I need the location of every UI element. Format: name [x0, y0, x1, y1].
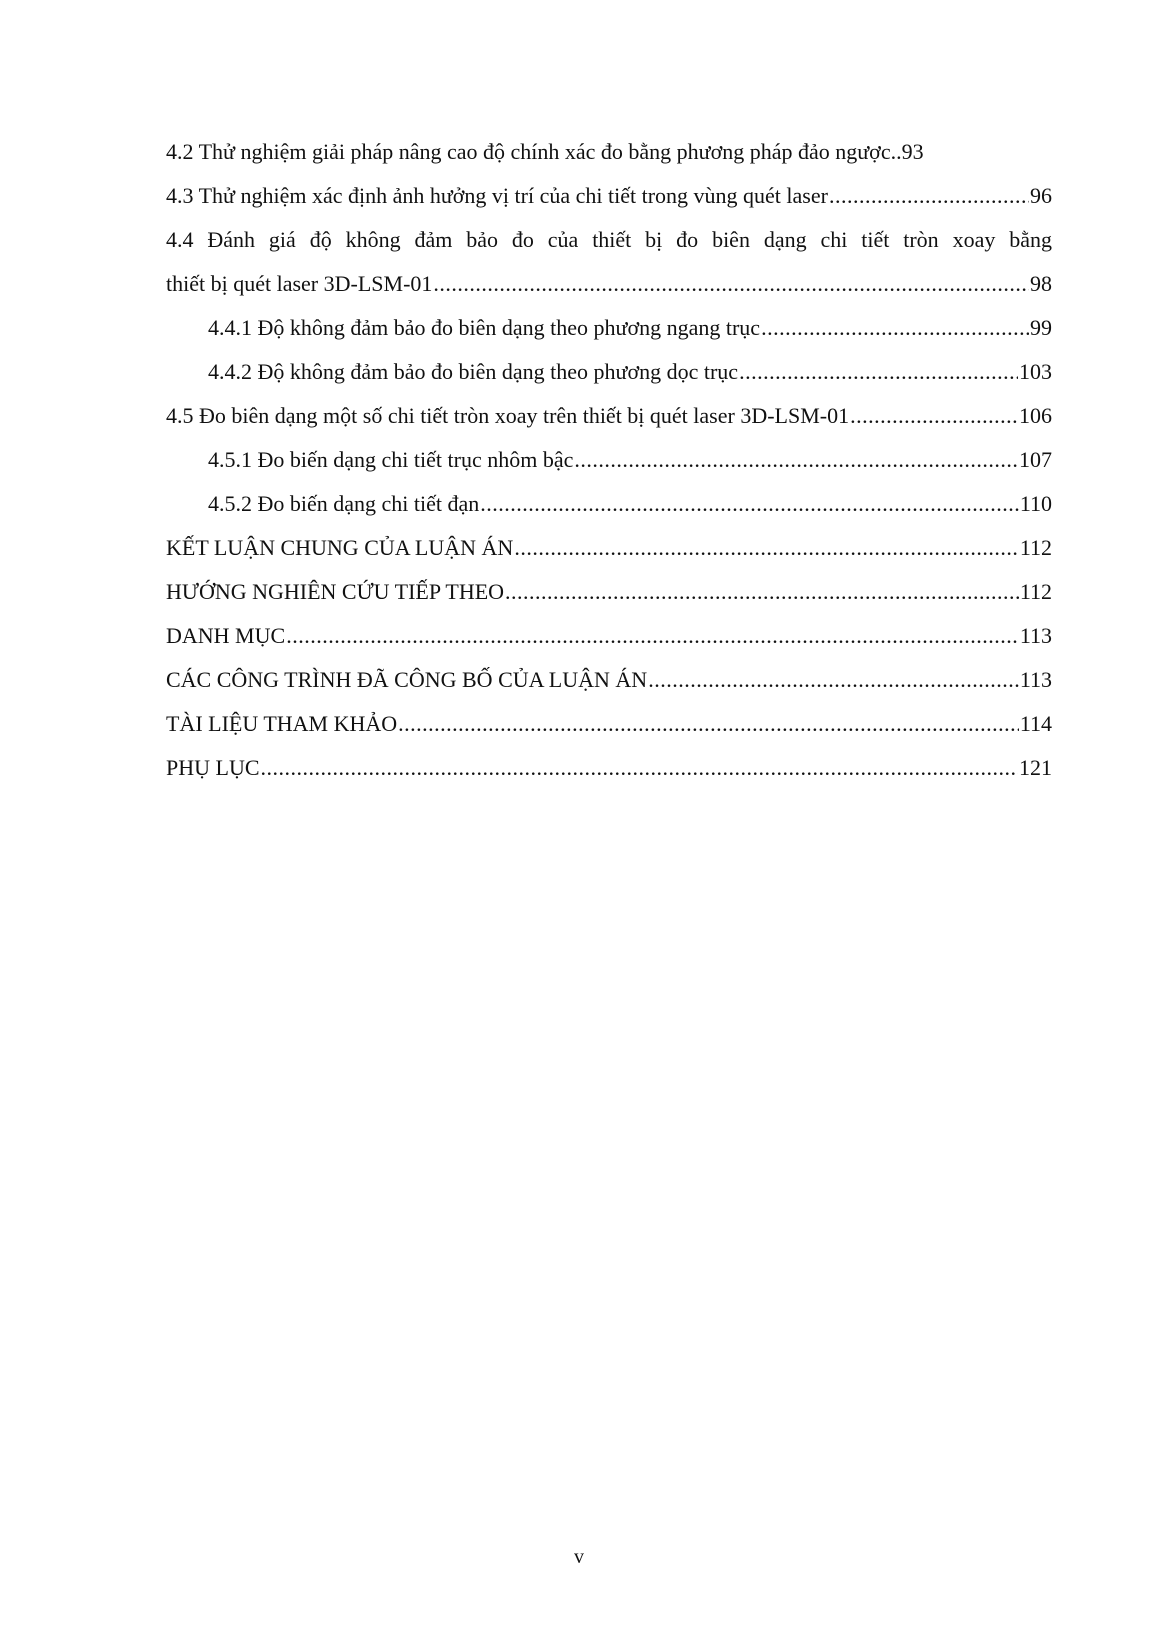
- toc-entry-text: DANH MỤC: [166, 623, 286, 648]
- toc-page-number: 113: [1019, 623, 1052, 648]
- toc-entry-tai-lieu[interactable]: [166, 702, 1052, 746]
- toc-entry-4-4-line1[interactable]: [166, 218, 1052, 262]
- toc-entry-phu-luc[interactable]: [166, 746, 1052, 790]
- toc-entry-4-5-2[interactable]: [166, 482, 1052, 526]
- toc-page-number: 121: [1019, 755, 1052, 780]
- toc-entry-text: 4.3 Thử nghiệm xác định ảnh hưởng vị trí của chi tiết trong vùng quét laser: [166, 183, 828, 208]
- toc-entry-text: 4.5.1 Đo biến dạng chi tiết trục nhôm bậc: [208, 447, 574, 472]
- toc-leader: [398, 702, 1019, 746]
- toc-page-number: 110: [1019, 491, 1052, 516]
- toc-entry-text: 4.4.2 Độ không đảm bảo đo biên dạng theo phương dọc trục: [208, 359, 739, 384]
- toc-entry-text: TÀI LIỆU THAM KHẢO: [166, 711, 398, 736]
- toc-entry-text: thiết bị quét laser 3D-LSM-01: [166, 271, 433, 296]
- toc-page-number: 106: [1019, 403, 1052, 428]
- toc-entry-text: 4.2 Thử nghiệm giải pháp nâng cao độ chính xác đo bằng phương pháp đảo ngược: [166, 139, 891, 164]
- toc-entry-4-5[interactable]: [166, 394, 1052, 438]
- toc-leader: [433, 262, 1029, 306]
- toc-entry-cong-trinh[interactable]: [166, 658, 1052, 702]
- toc-entry-4-4-line2[interactable]: [166, 262, 1052, 306]
- toc-page-number: 112: [1019, 535, 1052, 560]
- toc-entry-danh-muc[interactable]: [166, 614, 1052, 658]
- toc-page-number: 96: [1030, 183, 1052, 208]
- table-of-contents: [166, 130, 1052, 790]
- toc-entry-text: 4.5.2 Đo biến dạng chi tiết đạn: [208, 491, 480, 516]
- toc-page-number: 107: [1019, 447, 1052, 472]
- toc-entry-4-3[interactable]: [166, 174, 1052, 218]
- toc-entry-huong-nghien-cuu[interactable]: [166, 570, 1052, 614]
- toc-leader: [514, 526, 1019, 570]
- toc-page-number: 99: [1030, 315, 1052, 340]
- toc-entry-text: PHỤ LỤC: [166, 755, 260, 780]
- toc-entry-text: CÁC CÔNG TRÌNH ĐÃ CÔNG BỐ CỦA LUẬN ÁN: [166, 667, 648, 692]
- toc-page-number: 93: [901, 139, 924, 164]
- toc-page-number: 112: [1019, 579, 1052, 604]
- toc-entry-4-5-1[interactable]: [166, 438, 1052, 482]
- toc-page-number: 114: [1019, 711, 1052, 736]
- toc-entry-4-2[interactable]: [166, 130, 1052, 174]
- toc-leader: [739, 350, 1018, 394]
- page-number: v: [574, 1546, 584, 1568]
- toc-entry-4-4-2[interactable]: [166, 350, 1052, 394]
- toc-entry-4-4-1[interactable]: [166, 306, 1052, 350]
- toc-entry-text: HƯỚNG NGHIÊN CỨU TIẾP THEO: [166, 579, 505, 604]
- toc-leader: [261, 746, 1018, 790]
- toc-leader: [286, 614, 1019, 658]
- toc-leader: [480, 482, 1019, 526]
- toc-entry-text: KẾT LUẬN CHUNG CỦA LUẬN ÁN: [166, 535, 514, 560]
- toc-leader: ..: [890, 139, 902, 164]
- toc-entry-text: 4.4.1 Độ không đảm bảo đo biên dạng theo phương ngang trục: [208, 315, 761, 340]
- toc-entry-text: 4.4 Đánh giá độ không đảm bảo đo của thiết bị đo biên dạng chi tiết tròn xoay bằng: [166, 227, 1052, 252]
- toc-leader: [761, 306, 1029, 350]
- toc-page-number: 98: [1030, 271, 1052, 296]
- toc-leader: [648, 658, 1019, 702]
- toc-leader: [850, 394, 1018, 438]
- toc-leader: [505, 570, 1019, 614]
- toc-leader: [574, 438, 1018, 482]
- toc-entry-text: 4.5 Đo biên dạng một số chi tiết tròn xoay trên thiết bị quét laser 3D-LSM-01: [166, 403, 850, 428]
- toc-entry-ket-luan[interactable]: [166, 526, 1052, 570]
- toc-page-number: 113: [1019, 667, 1052, 692]
- toc-leader: [829, 174, 1029, 218]
- toc-page-number: 103: [1019, 359, 1052, 384]
